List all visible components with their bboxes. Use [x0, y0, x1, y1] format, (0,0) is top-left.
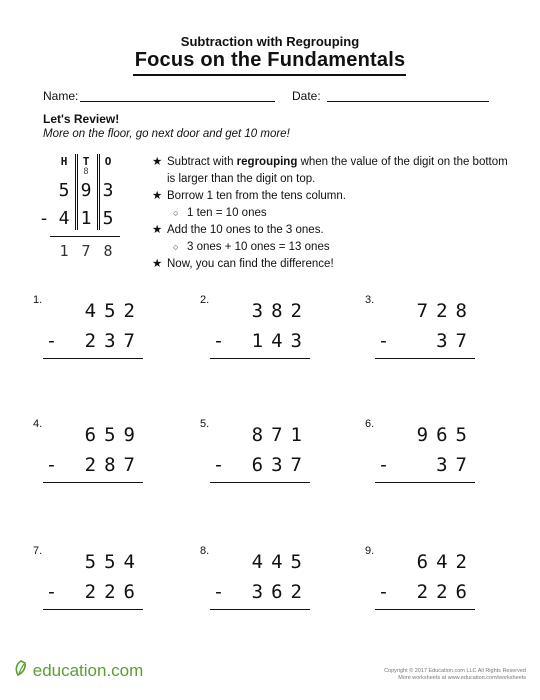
example-top-digit: 5 — [58, 180, 70, 201]
problem — [200, 294, 310, 354]
name-line — [80, 101, 275, 102]
instruction-step — [152, 222, 512, 239]
worksheet-subtitle: Subtraction with Regrouping — [180, 34, 360, 49]
name-label: Name: — [43, 89, 79, 103]
more-worksheets-text: More worksheets at www.education.com/worksheets — [398, 675, 526, 681]
place-value-h: H — [60, 155, 68, 168]
place-value-t: T — [82, 155, 90, 168]
answer-rule — [375, 482, 475, 483]
problem-top: 871 — [251, 424, 310, 446]
review-heading: Let's Review! — [43, 112, 120, 126]
review-rhyme: More on the floor, go next door and get 10 more! — [43, 128, 290, 140]
problem — [365, 294, 475, 354]
instruction-substep — [152, 205, 512, 222]
example-answer-digit: 7 — [81, 242, 91, 260]
example-top-digit: 9 — [80, 180, 92, 201]
step-keyword: regrouping — [236, 156, 298, 168]
problem-top: 965 — [416, 424, 475, 446]
instruction-step — [152, 188, 512, 205]
leaf-icon — [14, 660, 28, 676]
step-text: Subtract with — [167, 156, 237, 168]
problem-number: 1. — [33, 294, 43, 306]
example-answer-digit: 8 — [103, 242, 113, 260]
problem — [33, 545, 143, 605]
step-text: Now, you can find the difference! — [167, 258, 334, 270]
instruction-step — [152, 256, 512, 273]
answer-rule — [43, 609, 143, 610]
problem-bottom: - 37 — [377, 330, 475, 352]
example-bottom-digit: 5 — [102, 208, 114, 229]
problem-bottom: - 637 — [212, 454, 310, 476]
example-answer-digit: 1 — [59, 242, 69, 260]
problem-top: 642 — [416, 551, 475, 573]
date-label: Date: — [292, 89, 321, 103]
problem — [33, 418, 143, 478]
date-line — [327, 101, 489, 102]
regroup-tens-digit: 8 — [83, 167, 89, 177]
problem — [365, 545, 475, 605]
instruction-substep — [152, 239, 512, 256]
instruction-list — [152, 154, 512, 273]
title-underline — [133, 74, 406, 76]
answer-rule — [210, 482, 310, 483]
step-text: Add the 10 ones to the 3 ones. — [167, 224, 324, 236]
copyright-notice — [384, 668, 526, 682]
problem — [33, 294, 143, 354]
star-icon: ★ — [152, 258, 163, 270]
problem-top: 554 — [84, 551, 143, 573]
problem-bottom: - 237 — [45, 330, 143, 352]
problem-bottom: - 287 — [45, 454, 143, 476]
problem-number: 7. — [33, 545, 43, 557]
answer-rule — [375, 609, 475, 610]
star-icon: ★ — [152, 156, 163, 168]
instruction-step — [152, 154, 512, 188]
problem-bottom: - 226 — [377, 581, 475, 603]
place-value-o: O — [104, 155, 112, 168]
education-logo — [14, 660, 143, 681]
problem-number: 2. — [200, 294, 210, 306]
problem-number: 8. — [200, 545, 210, 557]
circle-bullet-icon: ○ — [173, 208, 179, 218]
star-icon: ★ — [152, 224, 163, 236]
star-icon: ★ — [152, 190, 163, 202]
problem-number: 3. — [365, 294, 375, 306]
example-minus: - — [38, 208, 50, 229]
circle-bullet-icon: ○ — [173, 242, 179, 252]
problem-number: 5. — [200, 418, 210, 430]
answer-rule — [210, 609, 310, 610]
example-bottom-digit: 4 — [58, 208, 70, 229]
problem — [365, 418, 475, 478]
problem-bottom: - 362 — [212, 581, 310, 603]
answer-rule — [43, 358, 143, 359]
problem — [200, 418, 310, 478]
problem-top: 728 — [416, 300, 475, 322]
problem-top: 382 — [251, 300, 310, 322]
answer-rule — [375, 358, 475, 359]
step-text: Borrow 1 ten from the tens column. — [167, 190, 346, 202]
example-top-digit: 3 — [102, 180, 114, 201]
answer-rule — [43, 482, 143, 483]
worksheet-title: Focus on the Fundamentals — [134, 49, 406, 71]
example-problem — [38, 152, 138, 267]
step-text: when the value of the digit on the bottom is larger than the digit on top. — [167, 156, 508, 185]
logo-text: education.com — [32, 661, 144, 680]
problem-top: 445 — [251, 551, 310, 573]
problem-top: 452 — [84, 300, 143, 322]
substep-text: 1 ten = 10 ones — [187, 207, 267, 219]
problem — [200, 545, 310, 605]
problem-bottom: - 37 — [377, 454, 475, 476]
substep-text: 3 ones + 10 ones = 13 ones — [187, 241, 330, 253]
problem-bottom: - 226 — [45, 581, 143, 603]
problem-number: 9. — [365, 545, 375, 557]
answer-rule — [210, 358, 310, 359]
problem-top: 659 — [84, 424, 143, 446]
example-answer-rule — [50, 236, 120, 237]
copyright-text: Copyright © 2017 Education.com LLC All Rights Reserved — [384, 668, 526, 674]
problem-bottom: - 143 — [212, 330, 310, 352]
problem-number: 4. — [33, 418, 43, 430]
problem-number: 6. — [365, 418, 375, 430]
example-bottom-digit: 1 — [80, 208, 92, 229]
